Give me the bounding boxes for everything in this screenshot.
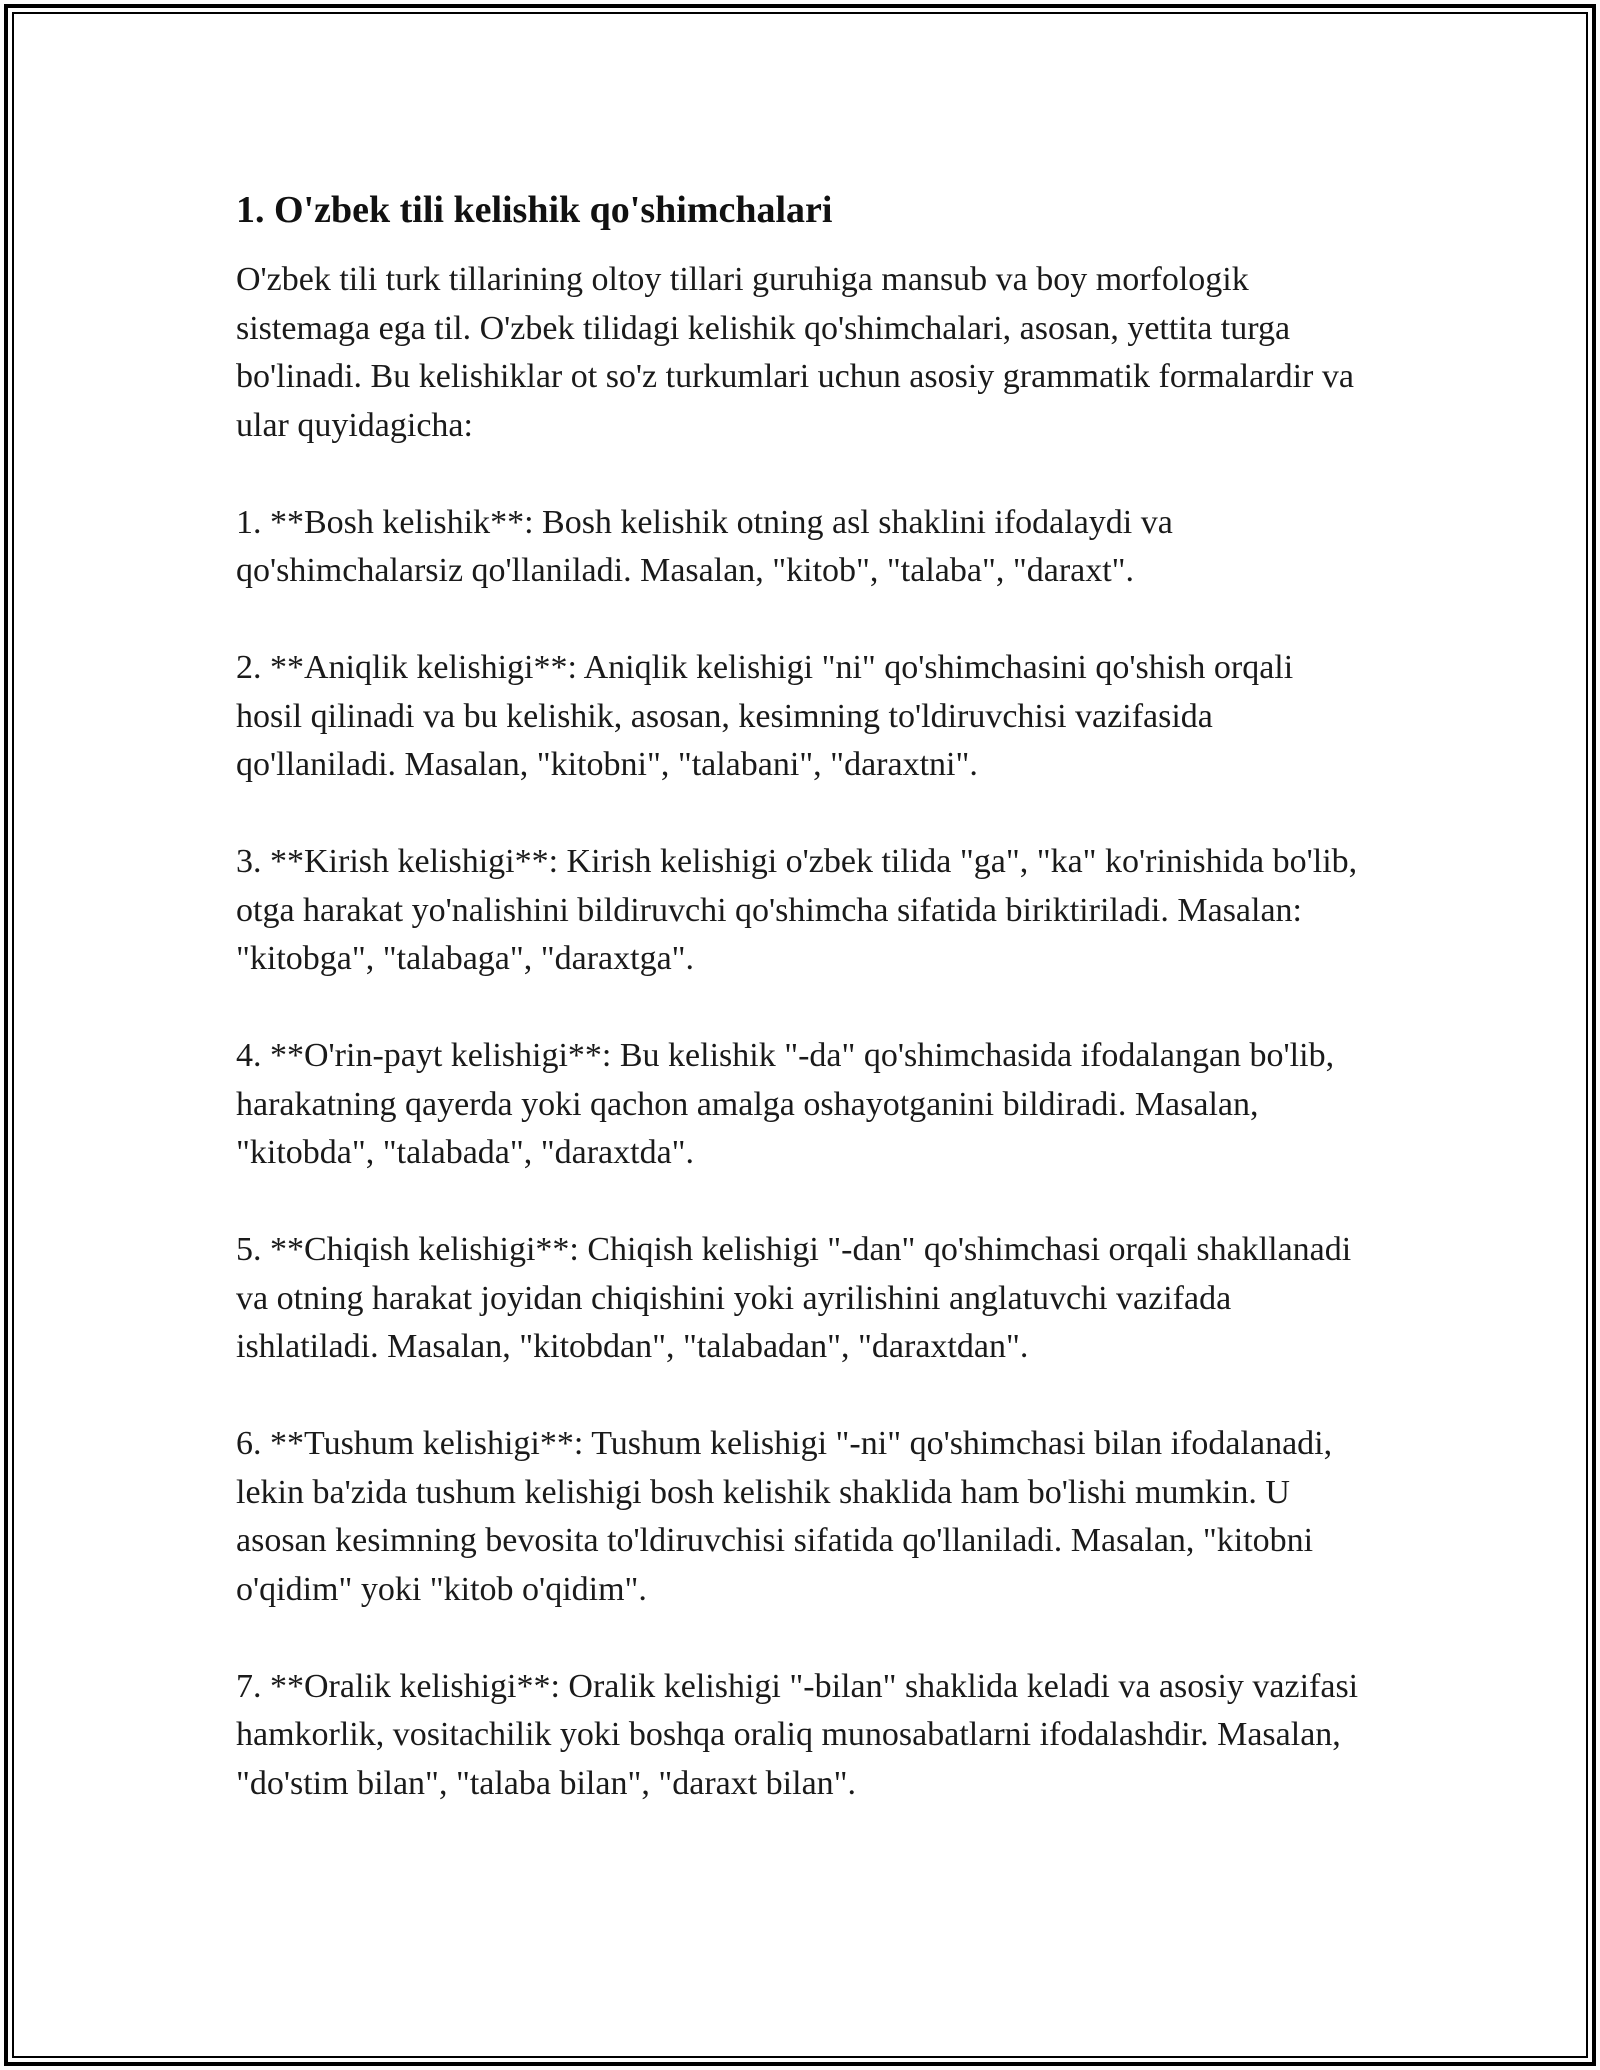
document-title: 1. O'zbek tili kelishik qo'shimchalari <box>236 189 833 231</box>
document-body <box>236 186 1366 1808</box>
case-item-bosh: 1. **Bosh kelishik**: Bosh kelishik otning asl shaklini ifodalaydi va qo'shimchalarsiz qo'llaniladi. Masalan, "kitob", "talaba", "daraxt". <box>236 503 1173 589</box>
case-item-tushum: 6. **Tushum kelishigi**: Tushum kelishigi "-ni" qo'shimchasi bilan ifodalanadi, lekin ba'zida tushum kelishigi bosh kelishik shaklida ham bo'lishi mumkin. U asosan kesimning bevosita to'ldiruvchisi sifatida qo'llaniladi. Masalan, "kitobni o'qidim" yoki "kitob o'qidim". <box>236 1425 1333 1608</box>
case-item-orin-payt: 4. **O'rin-payt kelishigi**: Bu kelishik "-da" qo'shimchasida ifodalangan bo'lib, harakatning qayerda yoki qachon amalga oshayotganini bildiradi. Masalan, "kitobda", "talabada", "daraxtda". <box>236 1037 1335 1171</box>
intro-paragraph: O'zbek tili turk tillarining oltoy tillari guruhiga mansub va boy morfologik sistemaga ega til. O'zbek tilidagi kelishik qo'shimchalari, asosan, yettita turga bo'linadi. Bu kelishiklar ot so'z turkumlari uchun asosiy grammatik formalardir va ular quyidagicha: <box>236 261 1354 444</box>
case-item-chiqish: 5. **Chiqish kelishigi**: Chiqish kelishigi "-dan" qo'shimchasi orqali shakllanadi va otning harakat joyidan chiqishini yoki ayrilishini anglatuvchi vazifada ishlatiladi. Masalan, "kitobdan", "talabadan", "daraxtdan". <box>236 1231 1352 1365</box>
case-item-aniqlik: 2. **Aniqlik kelishigi**: Aniqlik kelishigi "ni" qo'shimchasini qo'shish orqali hosil qilinadi va bu kelishik, asosan, kesimning to'ldiruvchisi vazifasida qo'llaniladi. Masalan, "kitobni", "talabani", "daraxtni". <box>236 649 1294 783</box>
case-item-oralik: 7. **Oralik kelishigi**: Oralik kelishigi "-bilan" shaklida keladi va asosiy vazifasi hamkorlik, vositachilik yoki boshqa oraliq munosabatlarni ifodalashdir. Masalan, "do'stim bilan", "talaba bilan", "daraxt bilan". <box>236 1667 1359 1802</box>
case-item-kirish: 3. **Kirish kelishigi**: Kirish kelishigi o'zbek tilida "ga", "ka" ko'rinishida bo'lib, otga harakat yo'nalishini bildiruvchi qo'shimcha sifatida biriktiriladi. Masalan: "kitobga", "talabaga", "daraxtga". <box>236 843 1358 977</box>
